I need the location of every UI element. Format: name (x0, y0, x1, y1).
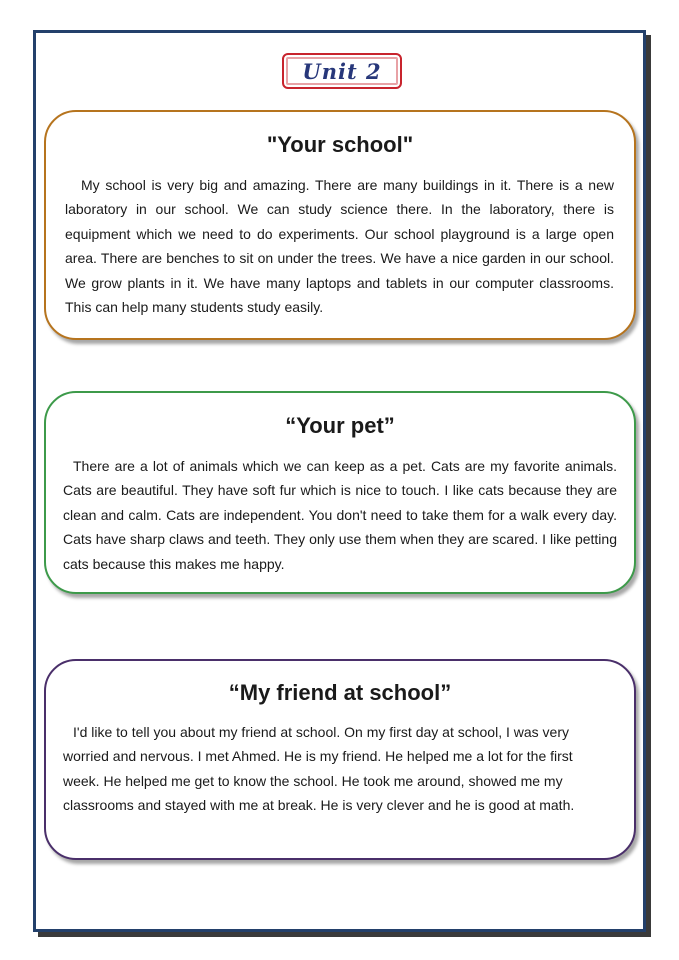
section-text-your-school: My school is very big and amazing. There are many buildings in it. There is a new laboratory in our school. We can study science there. In the laboratory, there is equipment which we need to do experiments. Our school playground is a large open area. There are benches to sit on under the trees. We have a nice garden in our school. We grow plants in it. We have many laptops and tablets in our computer classrooms. This can help many students study easily. (65, 177, 614, 316)
unit-label: Unit 2 (302, 58, 382, 84)
section-your-pet (44, 391, 636, 594)
section-your-school (44, 110, 636, 340)
unit-badge (282, 53, 402, 89)
section-title-your-school: "Your school" (266, 132, 414, 157)
section-title-your-pet: “Your pet” (285, 413, 395, 438)
section-text-your-pet: There are a lot of animals which we can keep as a pet. Cats are my favorite animals. Cats are beautiful. They have soft fur which is nice to touch. I like cats because they are clean and calm. Cats are independent. You don't need to take them for a walk every day. Cats have sharp claws and teeth. They only use them when they are scared. I like petting cats because this makes me happy. (63, 458, 617, 572)
section-title-my-friend: “My friend at school” (228, 680, 452, 705)
section-my-friend (44, 659, 636, 860)
section-text-my-friend: I'd like to tell you about my friend at school. On my first day at school, I was very worried and nervous. I met Ahmed. He is my friend. He helped me a lot for the first week. He helped me get to know the school. He took me around, showed me my classrooms and stayed with me at break. He is very clever and he is good at math. (63, 724, 575, 814)
